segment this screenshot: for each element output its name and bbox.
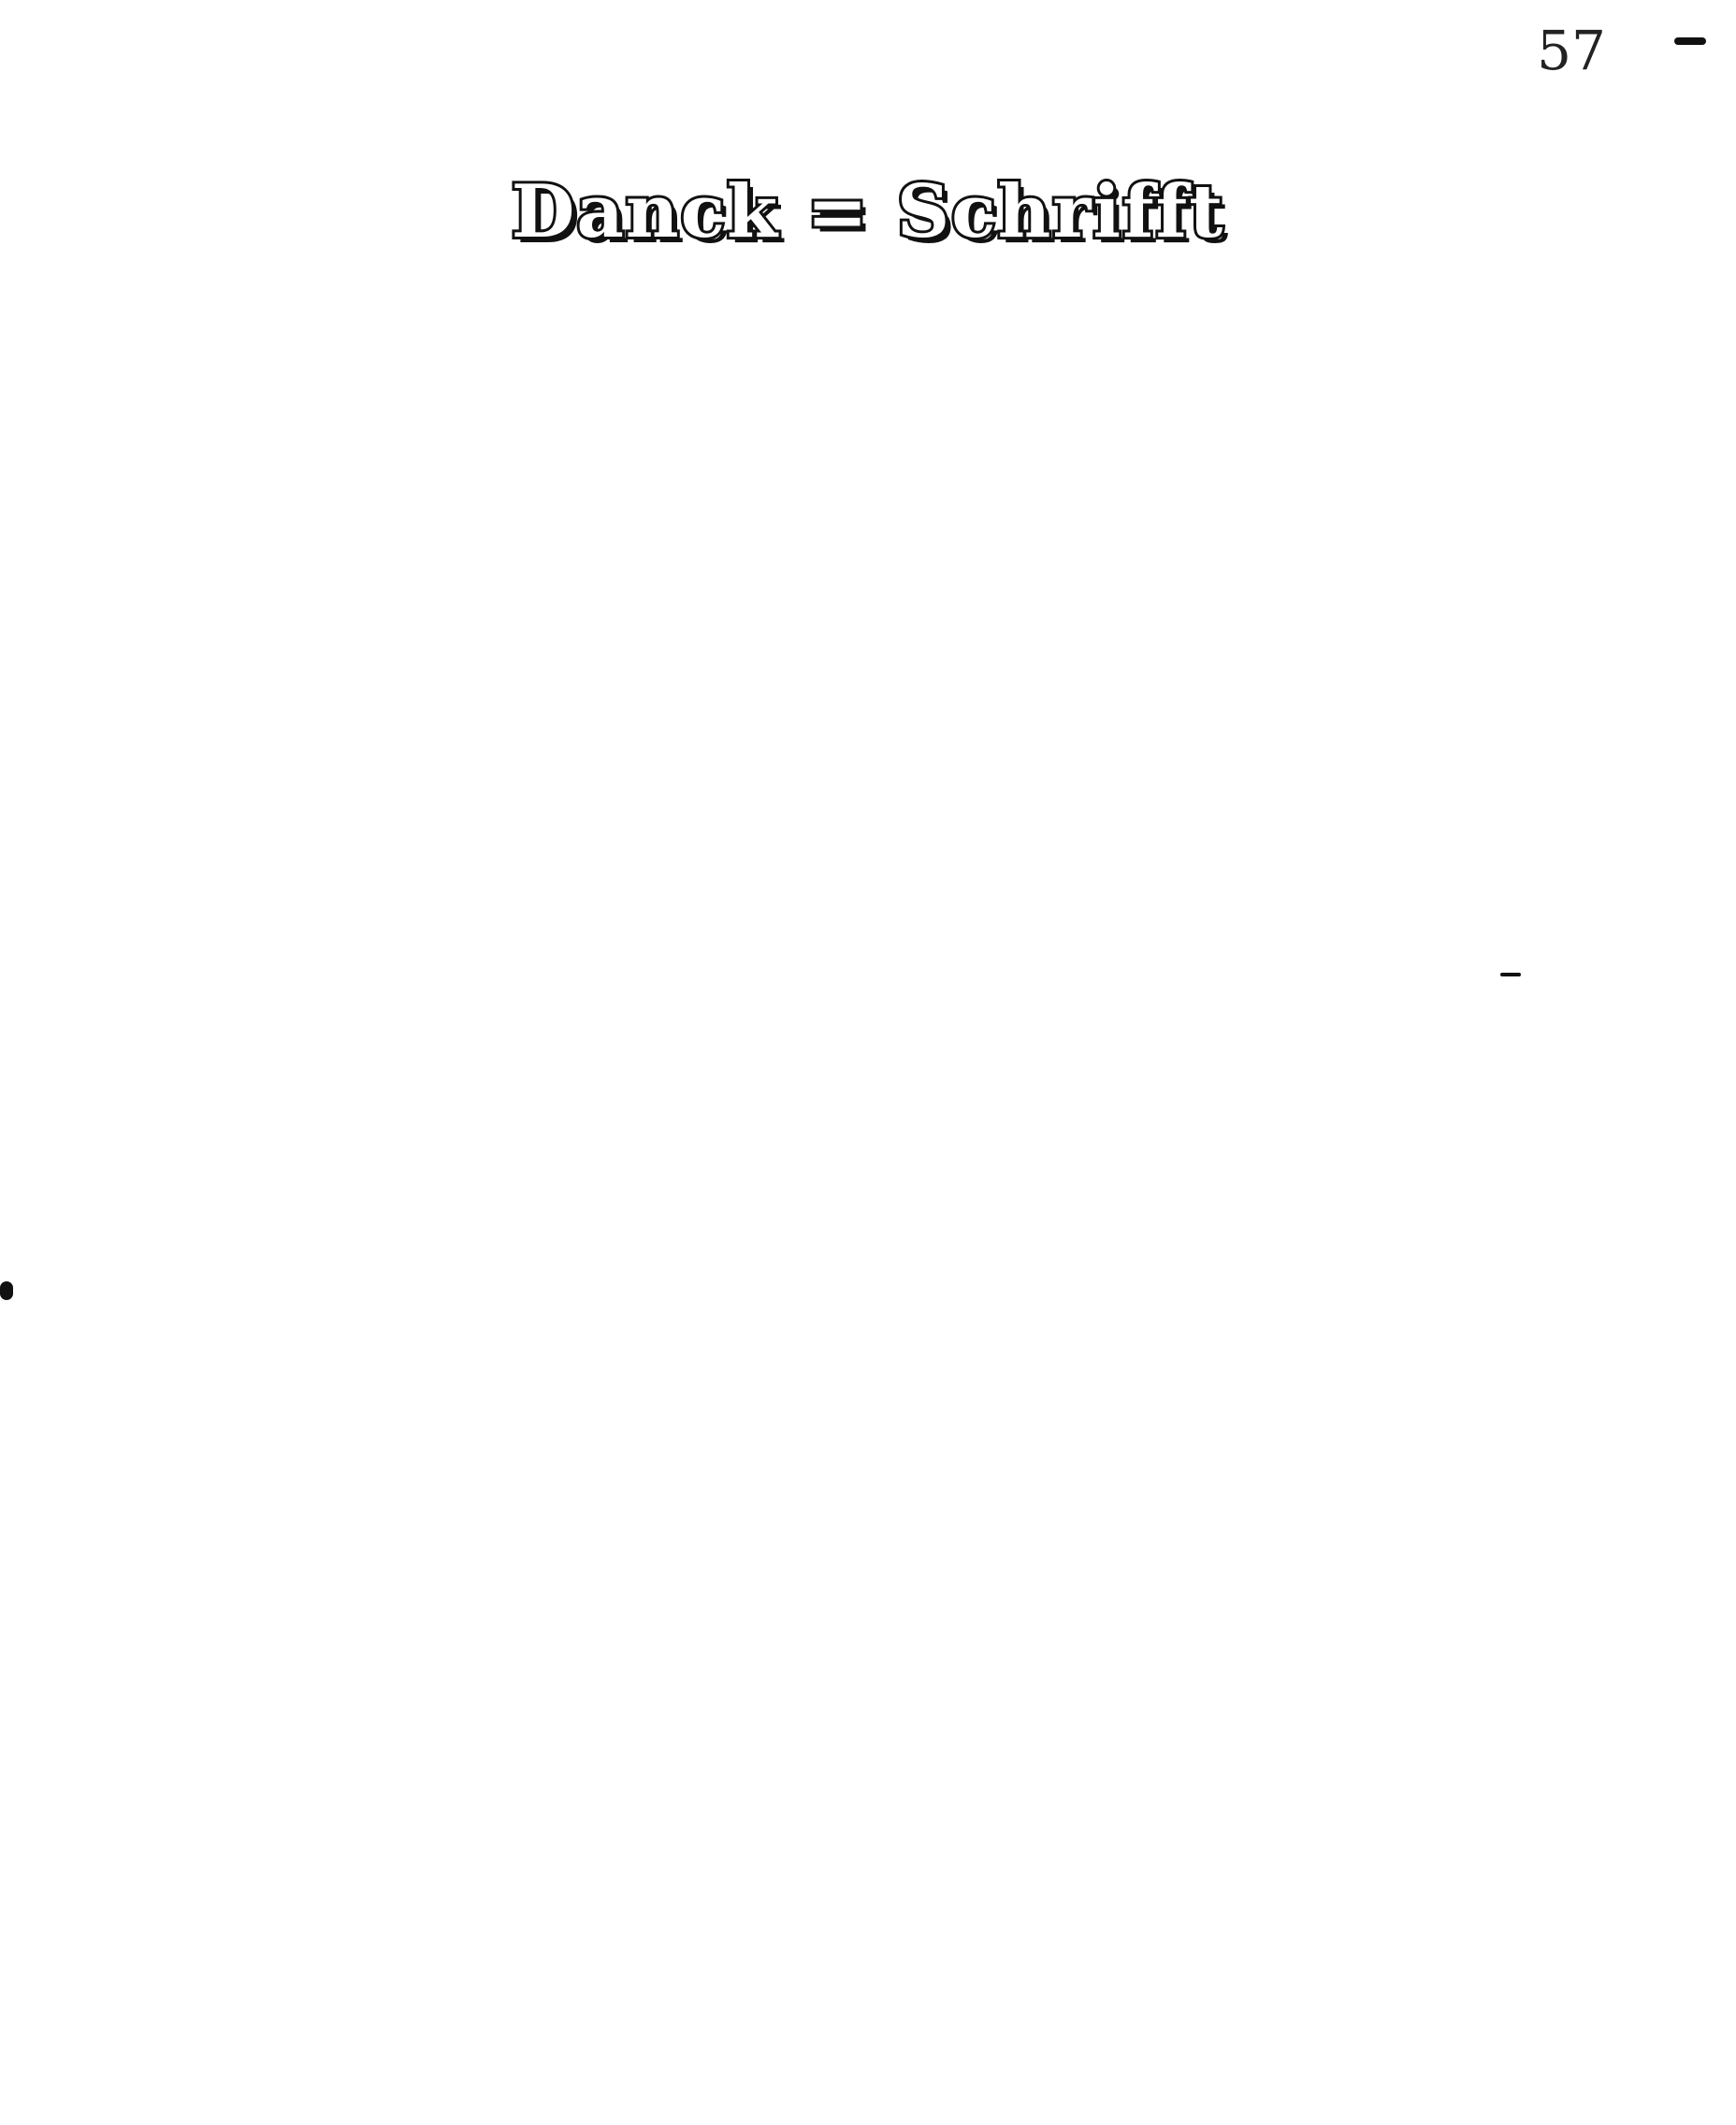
ink-dash — [1500, 973, 1521, 976]
ink-dash — [1674, 37, 1706, 45]
ink-dot — [0, 1281, 13, 1300]
title-heading: Danck = Schrifft — [511, 169, 1225, 254]
folio-number: 57 — [1537, 19, 1606, 82]
